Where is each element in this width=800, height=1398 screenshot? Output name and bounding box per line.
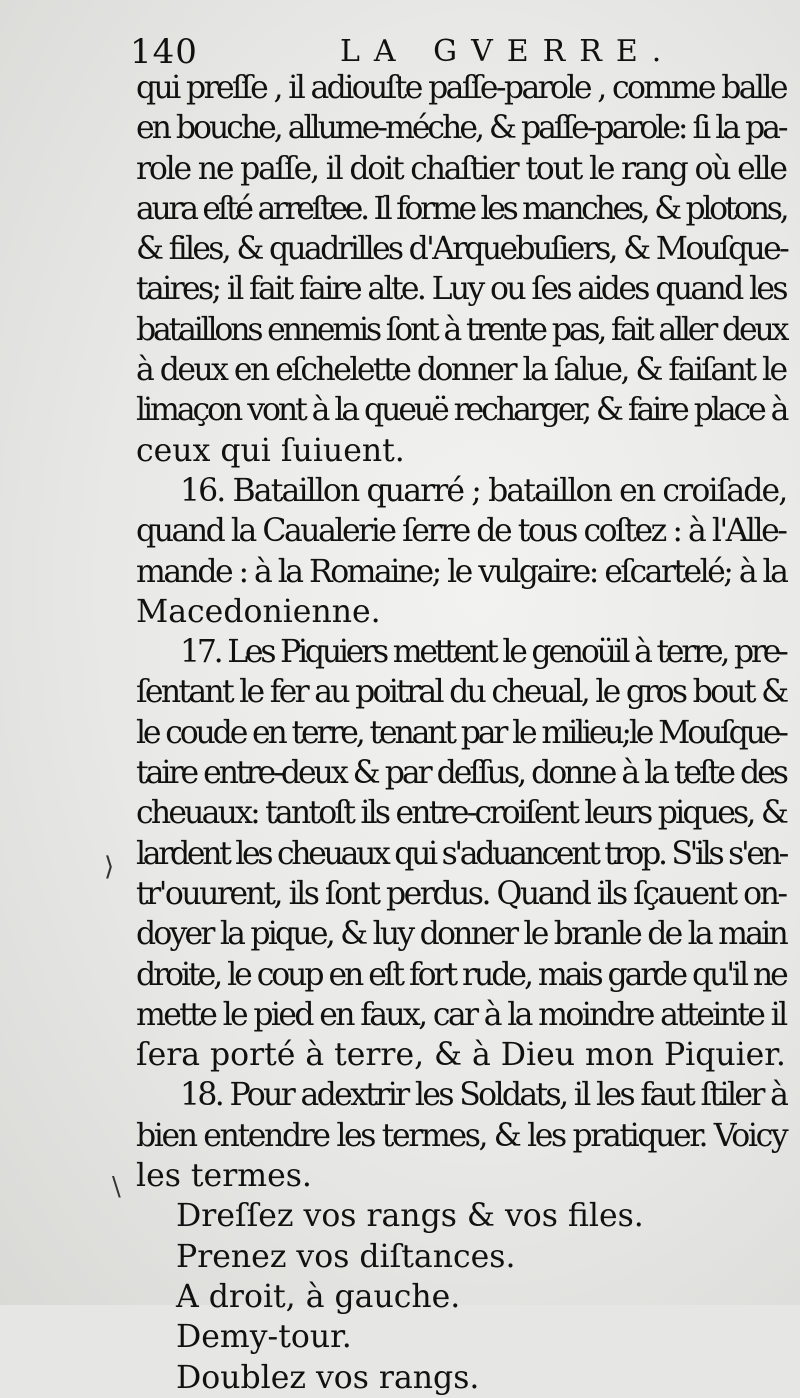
text-line: Macedonienne. <box>136 593 381 630</box>
paragraph-start-line: 17. Les Piquiers mettent le genoüil à terre, pre- <box>180 634 786 671</box>
text-line: qui preſſe , il adiouſte paſſe-parole , comme balle <box>136 70 786 106</box>
text-line: quand la Caualerie ſerre de tous coſtez : à l'Alle- <box>136 513 786 550</box>
text-line: mande : à la Romaine; le vulgaire: eſcartelé; à la <box>136 553 787 590</box>
text-line: taires; il fait faire alte. Luy ou ſes aides quand les <box>136 271 786 308</box>
text-line: mette le pied en faux, car à la moindre atteinte il <box>136 996 786 1033</box>
text-line: doyer la pique, & luy donner le branle de la main <box>136 916 786 953</box>
text-line: ceux qui ſuiuent. <box>136 432 405 469</box>
text-line: aura eſté arreſtee. Il forme les manches, & plotons, <box>136 190 787 227</box>
text-line: & files, & quadrilles d'Arquebuſiers, & Mouſque- <box>136 231 788 268</box>
term-line: Demy-tour. <box>176 1319 352 1356</box>
page-number: 140 <box>130 32 198 72</box>
text-line: bataillons ennemis ſont à trente pas, fait aller deux <box>136 311 787 348</box>
text-line: role ne paſſe, il doit chaſtier tout le rang où elle <box>136 150 786 187</box>
text-line: ſentant le fer au poitral du cheual, le gros bout & <box>136 674 787 711</box>
text-line: limaçon vont à la queuë recharger, & faire place à <box>136 392 787 429</box>
paragraph-start-line: 18. Pour adextrir les Soldats, il les faut ſtiler à <box>180 1077 787 1114</box>
text-line: ſera porté à terre, & à Dieu mon Piquier. <box>136 1037 786 1074</box>
text-line: droite, le coup en eſt fort rude, mais garde qu'il ne <box>136 956 786 993</box>
term-line: A droit, à gauche. <box>176 1278 461 1315</box>
margin-dash-mark: \ <box>112 1172 121 1202</box>
text-line: lardent les cheuaux qui s'aduancent trop. S'ils s'en- <box>136 835 787 872</box>
running-head: LA GVERRE. <box>340 34 676 69</box>
text-line: les termes. <box>136 1158 312 1195</box>
text-line: à deux en eſchelette donner la ſalue, & faiſant le <box>136 352 786 389</box>
paragraph-start-line: 16. Bataillon quarré ; bataillon en croiſade, <box>180 472 787 509</box>
margin-bracket-mark: ⟩ <box>104 852 115 882</box>
term-line: Prenez vos diſtances. <box>176 1238 516 1275</box>
term-line: Dreſſez vos rangs & vos files. <box>176 1198 644 1235</box>
term-line: Doublez vos rangs. <box>176 1359 480 1396</box>
text-line: le coude en terre, tenant par le milieu;le Mouſque- <box>136 714 786 751</box>
text-line: en bouche, allume-méche, & paſſe-parole: ſi la pa- <box>136 110 786 147</box>
text-line: taire entre-deux & par deſſus, donne à la teſte des <box>136 755 786 792</box>
body-text <box>136 68 788 1398</box>
text-line: cheuaux: tantoſt ils entre-croiſent leurs piques, & <box>136 795 787 832</box>
text-line: bien entendre les termes, & les pratiquer. Voicy <box>136 1117 787 1154</box>
text-line: tr'ouurent, ils ſont perdus. Quand ils ſçauent on- <box>136 875 786 912</box>
